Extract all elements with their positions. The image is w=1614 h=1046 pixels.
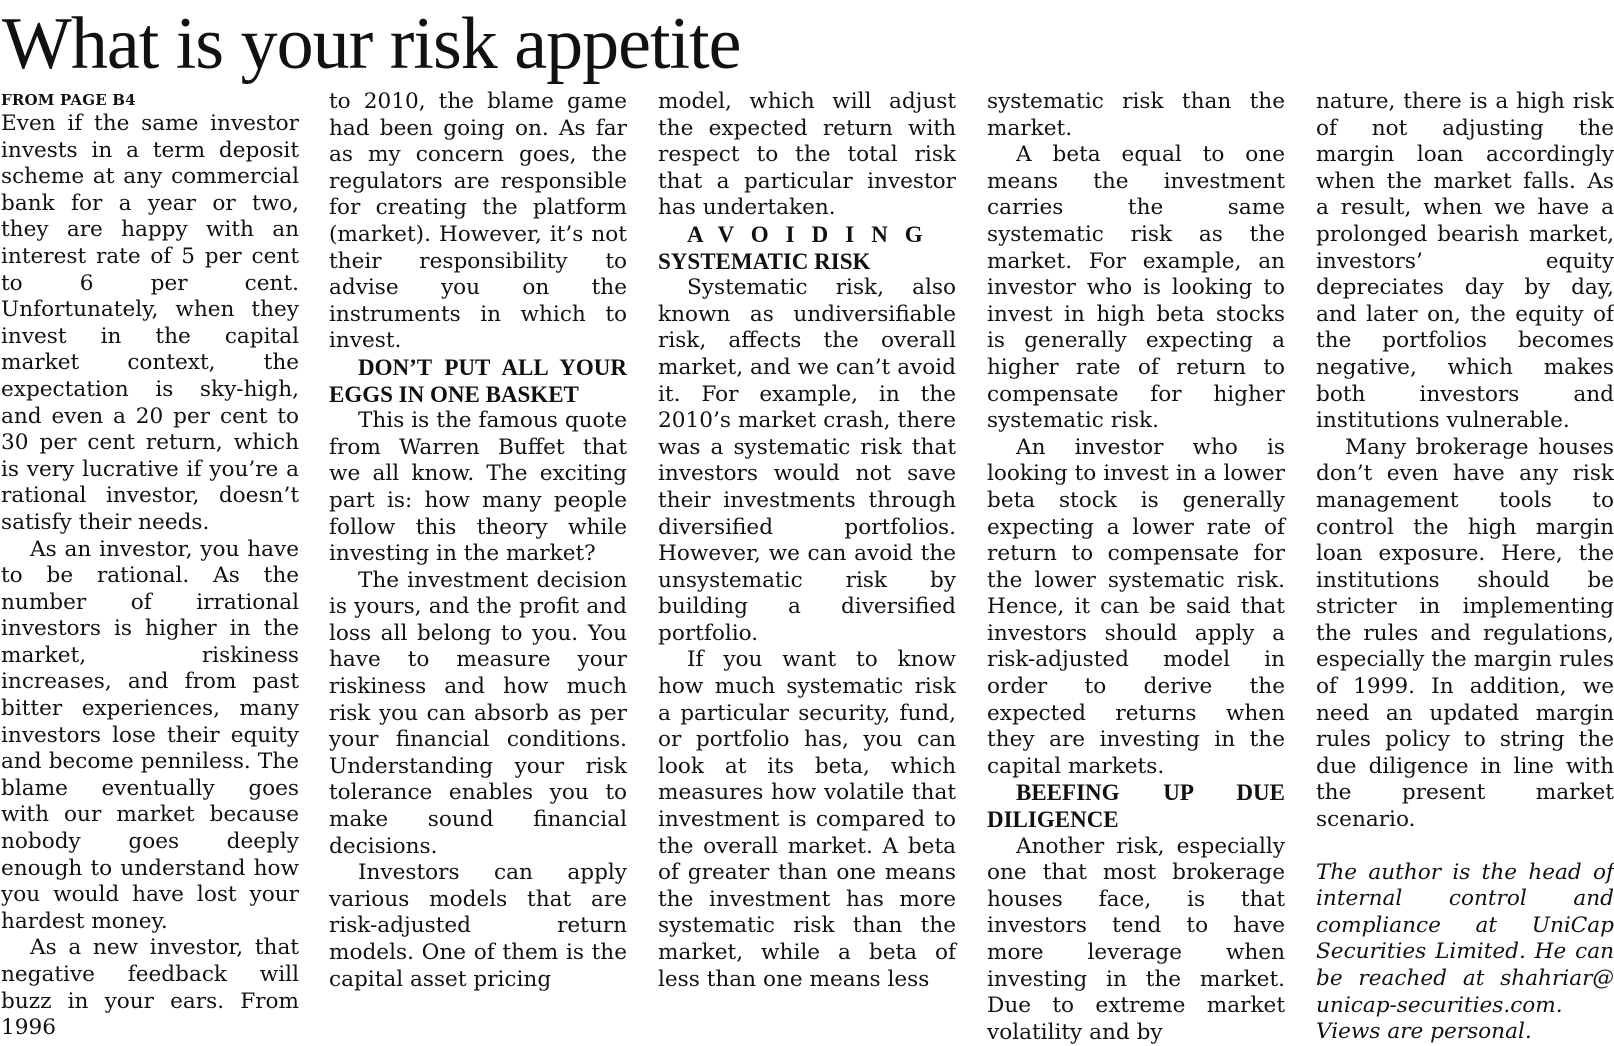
paragraph: to 2010, the blame game had been going on. As far as my concern goes, the regulators are responsible for creating the platform (market). However, it’s not their responsibility to advise you on the instruments in which to invest. xyxy=(329,89,627,354)
subheading: BEEFING UP DUE DILIGENCE xyxy=(987,780,1285,833)
paragraph: systematic risk than the market. xyxy=(987,89,1285,141)
paragraph: The investment decision is yours, and the profit and loss all belong to you. You have to measure your riskiness and how much risk you can absorb as per your financial conditions. Understanding your risk tolerance enables you to make sound financial decisions. xyxy=(329,567,627,859)
paragraph: As an investor, you have to be rational. As the number of irrational investors is higher in the market, riskiness increases, and from past bitter experiences, many investors lose their equity and become penniless. The blame eventually goes with our market because nobody goes deeply enough to understand how you would have lost your hardest money. xyxy=(1,536,299,934)
paragraph: A beta equal to one means the investment carries the same systematic risk as the market. For example, an investor who is looking to invest in high beta stocks is generally expecting a higher rate of return to compensate for higher systematic risk. xyxy=(987,142,1285,434)
subheading-line-1: AVOIDING xyxy=(687,221,940,247)
paragraph: Investors can apply various models that are risk-adjusted return models. One of them is the capital asset pricing xyxy=(329,860,627,992)
article-column-3 xyxy=(658,89,956,993)
article-column-1 xyxy=(1,89,299,1042)
subheading: DON’T PUT ALL YOUR EGGS IN ONE BASKET xyxy=(329,354,627,407)
paragraph: As a new investor, that negative feedback will buzz in your ears. From 1996 xyxy=(1,935,299,1041)
paragraph: Systematic risk, also known as undiversifiable risk, affects the overall market, and we can’t avoid it. For example, in the 2010’s market crash, there was a systematic risk that investors would not save their investments through diversified portfolios. However, we can avoid the unsystematic risk by building a diversified portfolio. xyxy=(658,275,956,646)
paragraph: Another risk, especially one that most brokerage houses face, is that investors tend to have more leverage when investing in the market. Due to extreme market volatility and by xyxy=(987,833,1285,1045)
paragraph: An investor who is looking to invest in a lower beta stock is generally expecting a lower rate of return to compensate for the lower systematic risk. Hence, it can be said that investors should apply a risk-adjusted model in order to derive the expected returns when they are investing in the capital markets. xyxy=(987,434,1285,779)
paragraph: If you want to know how much systematic risk a particular security, fund, or portfolio has, you can look at its beta, which measures how volatile that investment is compared to the overall market. A beta of greater than one means the investment has more systematic risk than the market, while a beta of less than one means less xyxy=(658,647,956,992)
article-column-4 xyxy=(987,89,1285,1046)
paragraph: nature, there is a high risk of not adjusting the margin loan accordingly when the market falls. As a result, when we have a prolonged bearish market, investors’ equity depreciates day by day, and later on, the equity of the portfolios becomes negative, which makes both investors and institutions vulnerable. xyxy=(1316,89,1614,434)
article-column-5 xyxy=(1316,89,1614,1046)
paragraph: This is the famous quote from Warren Buffet that we all know. The exciting part is: how many people follow this theory while investing in the market? xyxy=(329,408,627,567)
jump-line: FROM PAGE B4 xyxy=(1,91,136,109)
article-column-2 xyxy=(329,89,627,993)
paragraph: model, which will adjust the expected return with respect to the total risk that a particular investor has undertaken. xyxy=(658,89,956,221)
subheading-line-2: SYSTEMATIC RISK xyxy=(658,248,871,274)
author-note: The author is the head of internal control and compliance at UniCap Securities Limited. He can be reached at shahriar@ unicap-securities.com. Views are personal. xyxy=(1316,859,1614,1045)
paragraph: Many brokerage houses don’t even have any risk management tools to control the high margin loan exposure. Here, the institutions should be stricter in implementing the rules and regulations, especially the margin rules of 1999. In addition, we need an updated margin rules policy to string the due diligence in line with the present market scenario. xyxy=(1316,434,1614,833)
headline: What is your risk appetite xyxy=(2,3,741,85)
paragraph: Even if the same investor invests in a term deposit scheme at any commercial bank for a year or two, they are happy with an interest rate of 5 per cent to 6 per cent. Unfortunately, when they invest in the capital market context, the expectation is sky-high, and even a 20 per cent to 30 per cent return, which is very lucrative if you’re a rational investor, doesn’t satisfy their needs. xyxy=(1,111,299,535)
